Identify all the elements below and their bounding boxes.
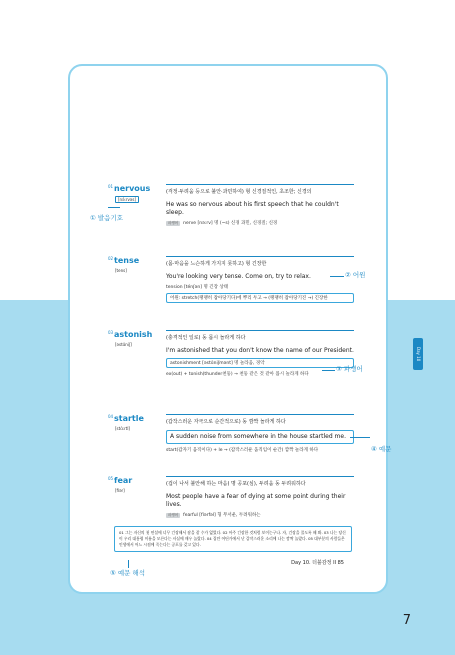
derivative-line	[166, 220, 354, 226]
derivative-text: fearful [fíərfəl] 형 무서운, 두려워하는	[183, 513, 261, 518]
example-sentence: I'm astonished that you don't know the name of our President.	[166, 347, 354, 354]
derivative-label: 파생어	[168, 221, 179, 225]
pronunciation: [fiər]	[115, 488, 125, 493]
derivative-box: astonishment [əstɑ́niʃmənt] 명 놀라움, 경악	[166, 358, 354, 368]
headword: tense	[114, 256, 140, 265]
pronunciation: [tens]	[115, 268, 127, 273]
entry-body	[166, 184, 354, 226]
callout-pron-line	[108, 207, 120, 208]
page-footer: Day 10. 더블감정 II 85	[291, 560, 344, 566]
definition: (걱정·두려움 등으로 불안·과민하여) 형 신경질적인, 초조한; 신경의	[166, 184, 354, 195]
callout-derivative: ③ 파생어	[336, 365, 363, 373]
derivative-line	[166, 512, 354, 518]
callout-etymology: ② 어원	[345, 271, 366, 279]
entry-number: 04	[108, 414, 114, 419]
definition: (갑작스러운 자극으로 순간적으로) 동 깜짝 놀라게 하다	[166, 414, 354, 425]
entry-body	[166, 256, 354, 303]
derivative-line: tension [ténʃən] 명 긴장 상태	[166, 285, 229, 290]
callout-example-translation: ⑤ 예문 해석	[110, 569, 146, 577]
callout-etymology-line	[330, 276, 344, 277]
example-sentence: A sudden noise from somewhere in the house startled me.	[166, 430, 354, 444]
callout-pron-symbol: ① 발음기호	[90, 214, 124, 222]
entry-body	[166, 476, 354, 518]
headword: astonish	[114, 330, 153, 339]
derivative-text: nerve [nəːrv] 명 (~s) 신경 과민, 신경질; 신경	[183, 221, 278, 226]
definition: (겁이 나서 불안해 하는 마음) 명 공포(심), 두려움 동 두려워하다	[166, 476, 354, 487]
entry-number: 02	[108, 256, 114, 261]
pronunciation: [nə́ːrvəs]	[115, 196, 139, 203]
callout-example-line	[350, 437, 370, 438]
day-side-tab: Day 10	[413, 338, 423, 370]
example-sentence: You're looking very tense. Come on, try to relax.	[166, 273, 311, 280]
example-sentence: Most people have a fear of dying at some point during their lives.	[166, 493, 346, 508]
callout-example: ④ 예문	[371, 445, 392, 453]
definition: (충격적인 일로) 동 몹시 놀라게 하다	[166, 330, 354, 341]
pronunciation: [stɑ́ːrtl]	[115, 426, 130, 431]
entry-number: 05	[108, 476, 114, 481]
page-number: 7	[402, 613, 411, 628]
derivative-label: 파생어	[168, 513, 179, 517]
example-sentence: He was so nervous about his first speech that he couldn't sleep.	[166, 201, 339, 216]
headword: nervous	[114, 184, 151, 193]
headword: startle	[114, 414, 144, 423]
headword: fear	[114, 476, 133, 485]
example-translation-notes: 01 그는 자신의 첫 연설에 너무 긴장해서 잠을 잘 수가 없었다. 02 아주 긴장한 것처럼 보이는구나. 자, 긴장을 풀도록 해 봐. 03 나는 당신이 우리 대통령 이름을 모른다는 사실에 매우 놀랐다. 04 집안 어딘가에서 난 갑작스러운 소리에 나는 깜짝 놀랐다. 05 대부분의 사람들은 인생에서 어느 시점에 죽는다는 공포를 갖고 있다.	[114, 526, 352, 552]
callout-derivative-line	[322, 370, 335, 371]
entry-number: 03	[108, 330, 114, 335]
entry-body	[166, 414, 354, 453]
pronunciation: [əstɑ́niʃ]	[115, 342, 132, 347]
etymology-box: 어원: stretch(팽팽히 잡아당기다)에 뿌리 두고 → (팽팽히 잡아당기진 →) 긴장한	[166, 293, 354, 303]
book-page-card	[68, 64, 388, 594]
callout-translation-line	[128, 560, 130, 568]
etymology-line: ex(out) + tonish(thunder천둥) → 천둥 같은 것 같아 몹시 놀라게 하다	[166, 372, 309, 377]
entry-number: 01	[108, 184, 114, 189]
etymology-line: start(갑자기 움직이다) + le → (갑작스러운 움직임이 순간) 깜짝 놀라게 하다	[166, 448, 319, 453]
definition: (몸·마음을 느슨하게 가지지 못하고) 형 긴장한	[166, 256, 354, 267]
